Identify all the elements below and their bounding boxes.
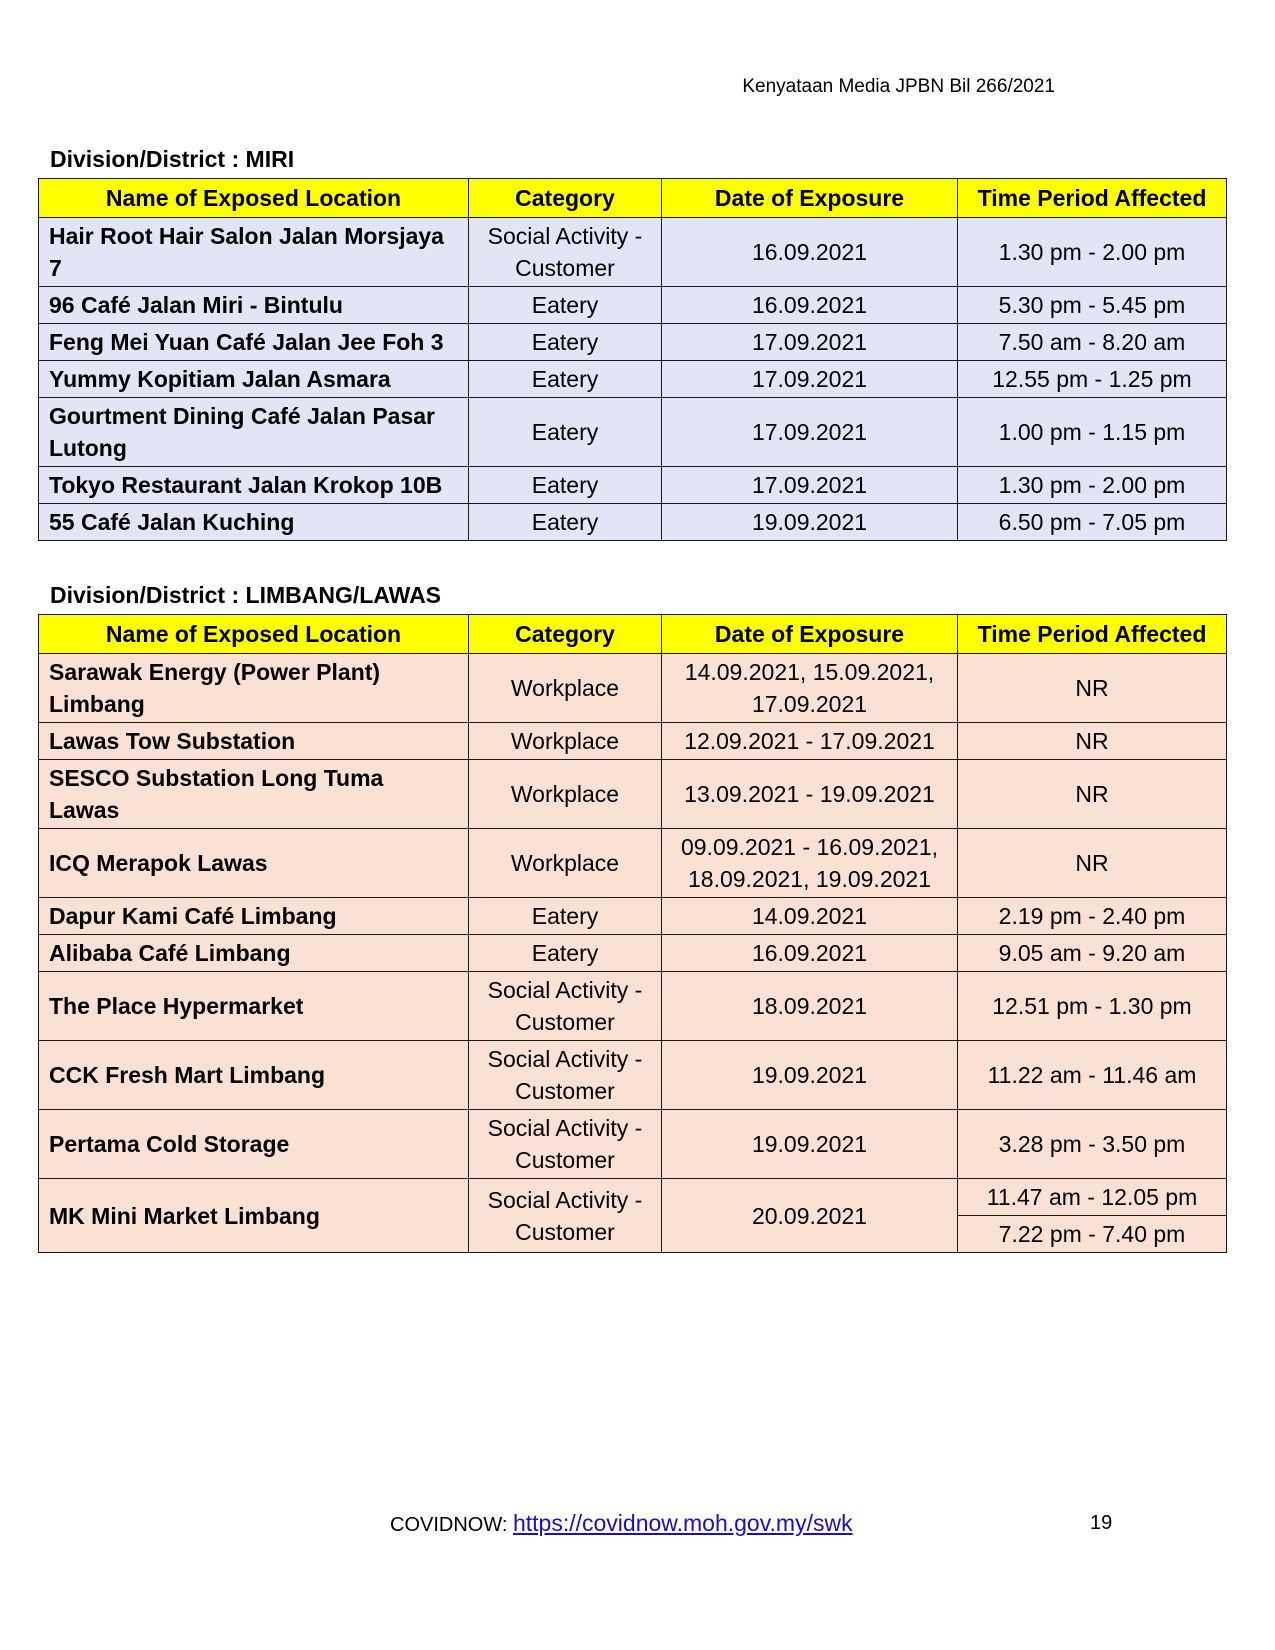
table-row — [39, 504, 1227, 541]
table-row — [39, 218, 1227, 287]
date-cell: 16.09.2021 — [662, 218, 958, 287]
time-cell: NR — [958, 723, 1227, 760]
time-cell: 6.50 pm - 7.05 pm — [958, 504, 1227, 541]
table-row — [39, 972, 1227, 1041]
time-cell: 7.22 pm - 7.40 pm — [958, 1216, 1227, 1253]
location-cell: Sarawak Energy (Power Plant) Limbang — [39, 654, 469, 723]
time-cell: NR — [958, 654, 1227, 723]
time-cell: NR — [958, 760, 1227, 829]
category-cell: Social Activity - Customer — [469, 1110, 662, 1179]
category-cell: Eatery — [469, 361, 662, 398]
date-cell: 13.09.2021 - 19.09.2021 — [662, 760, 958, 829]
table-header-row — [39, 179, 1227, 218]
table-header-row — [39, 615, 1227, 654]
category-cell: Eatery — [469, 935, 662, 972]
category-cell: Eatery — [469, 504, 662, 541]
covidnow-link[interactable]: https://covidnow.moh.gov.my/swk — [512, 1510, 853, 1536]
date-cell: 14.09.2021, 15.09.2021, 17.09.2021 — [662, 654, 958, 723]
limbang-exposure-table — [38, 614, 1227, 1253]
header-date: Date of Exposure — [662, 615, 958, 654]
date-cell: 12.09.2021 - 17.09.2021 — [662, 723, 958, 760]
location-cell: 55 Café Jalan Kuching — [39, 504, 469, 541]
time-cell: 1.30 pm - 2.00 pm — [958, 467, 1227, 504]
date-cell: 17.09.2021 — [662, 398, 958, 467]
date-cell: 19.09.2021 — [662, 1110, 958, 1179]
date-cell: 17.09.2021 — [662, 467, 958, 504]
location-cell: The Place Hypermarket — [39, 972, 469, 1041]
limbang-section-title: Division/District : LIMBANG/LAWAS — [50, 582, 442, 608]
date-cell: 17.09.2021 — [662, 361, 958, 398]
table-row — [39, 467, 1227, 504]
table-row — [39, 1110, 1227, 1179]
table-row — [39, 829, 1227, 898]
table-row — [39, 654, 1227, 723]
location-cell: MK Mini Market Limbang — [39, 1179, 469, 1253]
date-cell: 14.09.2021 — [662, 898, 958, 935]
date-cell: 19.09.2021 — [662, 1041, 958, 1110]
header-date: Date of Exposure — [662, 179, 958, 218]
location-cell: Lawas Tow Substation — [39, 723, 469, 760]
category-cell: Workplace — [469, 654, 662, 723]
location-cell: Tokyo Restaurant Jalan Krokop 10B — [39, 467, 469, 504]
category-cell: Eatery — [469, 467, 662, 504]
table-row — [39, 1041, 1227, 1110]
location-cell: ICQ Merapok Lawas — [39, 829, 469, 898]
time-cell: 3.28 pm - 3.50 pm — [958, 1110, 1227, 1179]
time-cell: 12.55 pm - 1.25 pm — [958, 361, 1227, 398]
table-row — [39, 287, 1227, 324]
category-cell: Eatery — [469, 898, 662, 935]
time-cell: 12.51 pm - 1.30 pm — [958, 972, 1227, 1041]
header-time: Time Period Affected — [958, 615, 1227, 654]
time-cell: 9.05 am - 9.20 am — [958, 935, 1227, 972]
date-cell: 19.09.2021 — [662, 504, 958, 541]
location-cell: Gourtment Dining Café Jalan Pasar Lutong — [39, 398, 469, 467]
category-cell: Social Activity - Customer — [469, 1179, 662, 1253]
header-time: Time Period Affected — [958, 179, 1227, 218]
footer-label: COVIDNOW: — [390, 1514, 513, 1536]
location-cell: Yummy Kopitiam Jalan Asmara — [39, 361, 469, 398]
category-cell: Eatery — [469, 287, 662, 324]
date-cell: 16.09.2021 — [662, 287, 958, 324]
date-cell: 09.09.2021 - 16.09.2021, 18.09.2021, 19.09.2021 — [662, 829, 958, 898]
table-row — [39, 723, 1227, 760]
table-row — [39, 935, 1227, 972]
date-cell: 20.09.2021 — [662, 1179, 958, 1253]
category-cell: Social Activity - Customer — [469, 218, 662, 287]
time-cell: 2.19 pm - 2.40 pm — [958, 898, 1227, 935]
table-row — [39, 1179, 1227, 1216]
category-cell: Eatery — [469, 398, 662, 467]
table-row — [39, 398, 1227, 467]
category-cell: Eatery — [469, 324, 662, 361]
time-cell: 1.00 pm - 1.15 pm — [958, 398, 1227, 467]
time-cell: 1.30 pm - 2.00 pm — [958, 218, 1227, 287]
document-reference: Kenyataan Media JPBN Bil 266/2021 — [742, 76, 1055, 97]
miri-section-title: Division/District : MIRI — [50, 146, 295, 172]
header-location: Name of Exposed Location — [39, 615, 469, 654]
category-cell: Workplace — [469, 723, 662, 760]
category-cell: Social Activity - Customer — [469, 972, 662, 1041]
location-cell: SESCO Substation Long Tuma Lawas — [39, 760, 469, 829]
time-cell: NR — [958, 829, 1227, 898]
table-row — [39, 898, 1227, 935]
header-location: Name of Exposed Location — [39, 179, 469, 218]
table-row — [39, 361, 1227, 398]
location-cell: CCK Fresh Mart Limbang — [39, 1041, 469, 1110]
location-cell: Pertama Cold Storage — [39, 1110, 469, 1179]
table-row — [39, 760, 1227, 829]
time-cell: 11.47 am - 12.05 pm — [958, 1179, 1227, 1216]
category-cell: Workplace — [469, 760, 662, 829]
location-cell: Feng Mei Yuan Café Jalan Jee Foh 3 — [39, 324, 469, 361]
date-cell: 17.09.2021 — [662, 324, 958, 361]
location-cell: Hair Root Hair Salon Jalan Morsjaya 7 — [39, 218, 469, 287]
category-cell: Workplace — [469, 829, 662, 898]
date-cell: 18.09.2021 — [662, 972, 958, 1041]
time-cell: 5.30 pm - 5.45 pm — [958, 287, 1227, 324]
header-category: Category — [469, 179, 662, 218]
location-cell: 96 Café Jalan Miri - Bintulu — [39, 287, 469, 324]
time-cell: 7.50 am - 8.20 am — [958, 324, 1227, 361]
time-cell: 11.22 am - 11.46 am — [958, 1041, 1227, 1110]
header-category: Category — [469, 615, 662, 654]
table-row — [39, 324, 1227, 361]
category-cell: Social Activity - Customer — [469, 1041, 662, 1110]
location-cell: Dapur Kami Café Limbang — [39, 898, 469, 935]
miri-exposure-table — [38, 178, 1227, 541]
page-number: 19 — [1090, 1512, 1113, 1534]
location-cell: Alibaba Café Limbang — [39, 935, 469, 972]
date-cell: 16.09.2021 — [662, 935, 958, 972]
footer — [390, 1510, 853, 1537]
